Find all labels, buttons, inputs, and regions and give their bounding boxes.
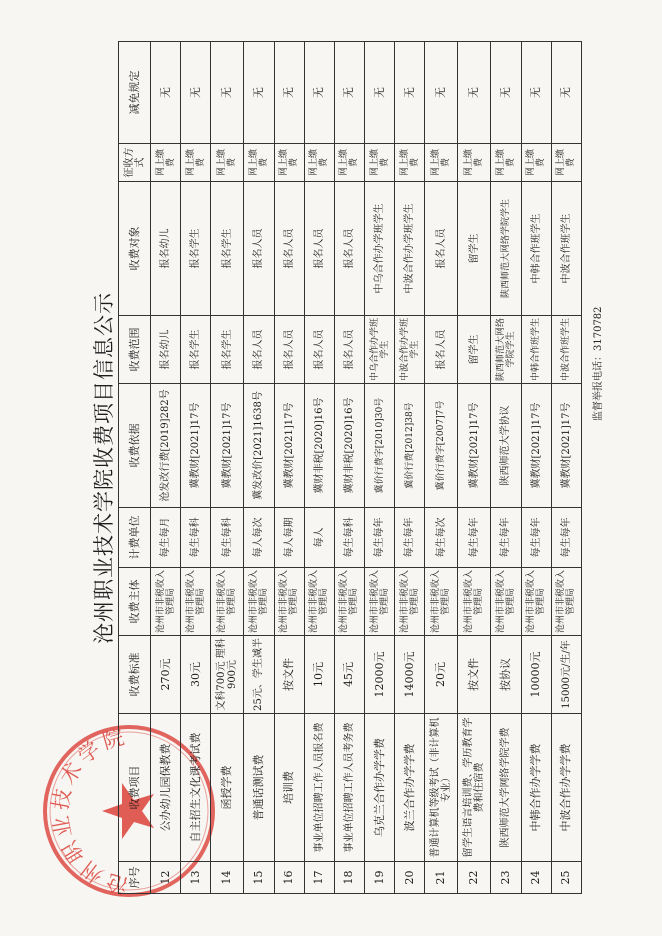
cell-target: 报名学生 <box>181 182 211 316</box>
table-row <box>244 42 274 894</box>
table-row <box>521 42 551 894</box>
cell-basis: 沧发改行费[2019]282号 <box>151 384 181 508</box>
table-row <box>491 42 521 894</box>
table-row <box>181 42 211 894</box>
cell-method: 网上缴费 <box>304 144 334 182</box>
cell-item: 事业单位招聘工作人员考务费 <box>334 714 364 862</box>
cell-target: 报名人员 <box>304 182 334 316</box>
cell-scope: 中乌合作办学班学生 <box>364 316 394 384</box>
cell-item: 陕西师范大学网络学院学费 <box>491 714 521 862</box>
cell-method: 网上缴费 <box>521 144 551 182</box>
cell-reduction: 无 <box>334 42 364 144</box>
cell-scope: 报名人员 <box>304 316 334 384</box>
cell-basis: 冀财非税[2020]16号 <box>304 384 334 508</box>
cell-item: 波兰合作办学学费 <box>395 714 425 862</box>
fee-table <box>118 41 582 894</box>
cell-basis: 冀价行费字[2007]7号 <box>425 384 458 508</box>
cell-method: 网上缴费 <box>211 144 244 182</box>
cell-method: 网上缴费 <box>425 144 458 182</box>
table-row <box>274 42 304 894</box>
cell-target: 报名人员 <box>425 182 458 316</box>
cell-subject: 沧州市非税收入管理局 <box>521 568 551 636</box>
svg-text:沧州职业技术学院: 沧州职业技术学院 <box>48 723 131 899</box>
cell-method: 网上缴费 <box>274 144 304 182</box>
cell-standard: 文科700元 理科900元 <box>211 636 244 714</box>
header-item: 收费项目 <box>119 714 151 862</box>
cell-item: 事业单位招聘工作人员报名费 <box>304 714 334 862</box>
cell-target: 报名学生 <box>211 182 244 316</box>
table-row <box>151 42 181 894</box>
cell-target: 报名人员 <box>334 182 364 316</box>
cell-item: 乌克兰合作办学学费 <box>364 714 394 862</box>
cell-no: 12 <box>151 862 181 894</box>
cell-reduction: 无 <box>274 42 304 144</box>
cell-no: 24 <box>521 862 551 894</box>
cell-unit: 每人每期 <box>274 508 304 568</box>
cell-subject: 沧州市非税收入管理局 <box>491 568 521 636</box>
header-standard: 收费标准 <box>119 636 151 714</box>
cell-item: 自主招生文化课考试费 <box>181 714 211 862</box>
cell-no: 19 <box>364 862 394 894</box>
cell-standard: 20元 <box>425 636 458 714</box>
cell-target: 中乌合作办学班学生 <box>364 182 394 316</box>
cell-target: 中韩合作班学生 <box>521 182 551 316</box>
cell-standard: 14000元 <box>395 636 425 714</box>
cell-method: 网上缴费 <box>458 144 491 182</box>
cell-item: 中波合作办学学费 <box>551 714 581 862</box>
cell-reduction: 无 <box>521 42 551 144</box>
cell-standard: 按文件 <box>274 636 304 714</box>
header-unit: 计费单位 <box>119 508 151 568</box>
cell-standard: 12000元 <box>364 636 394 714</box>
cell-scope: 报名人员 <box>334 316 364 384</box>
cell-unit: 每生每年 <box>521 508 551 568</box>
cell-standard: 按协议 <box>491 636 521 714</box>
cell-basis: 冀教财[2021]17号 <box>458 384 491 508</box>
cell-no: 17 <box>304 862 334 894</box>
cell-basis: 冀财非税[2020]16号 <box>334 384 364 508</box>
cell-unit: 每生每科 <box>181 508 211 568</box>
cell-reduction: 无 <box>244 42 274 144</box>
cell-subject: 沧州市非税收入管理局 <box>425 568 458 636</box>
cell-method: 网上缴费 <box>181 144 211 182</box>
cell-no: 13 <box>181 862 211 894</box>
supervision-hotline: 监督举报电话：3170782 <box>593 306 604 421</box>
cell-unit: 每生每科 <box>211 508 244 568</box>
cell-unit: 每生每年 <box>395 508 425 568</box>
cell-subject: 沧州市非税收入管理局 <box>395 568 425 636</box>
cell-reduction: 无 <box>181 42 211 144</box>
cell-item: 中韩合作办学学费 <box>521 714 551 862</box>
cell-subject: 沧州市非税收入管理局 <box>364 568 394 636</box>
cell-basis: 冀价行费[2012]38号 <box>395 384 425 508</box>
cell-unit: 每生每年 <box>458 508 491 568</box>
cell-scope: 报名人员 <box>425 316 458 384</box>
cell-no: 14 <box>211 862 244 894</box>
header-reduction: 减免规定 <box>119 42 151 144</box>
cell-standard: 10000元 <box>521 636 551 714</box>
cell-basis: 冀教财[2021]17号 <box>274 384 304 508</box>
cell-no: 21 <box>425 862 458 894</box>
cell-scope: 报名学生 <box>181 316 211 384</box>
table-row <box>304 42 334 894</box>
cell-target: 中波合作办学班学生 <box>395 182 425 316</box>
cell-reduction: 无 <box>211 42 244 144</box>
header-row <box>119 42 151 894</box>
cell-reduction: 无 <box>151 42 181 144</box>
cell-unit: 每生每年 <box>491 508 521 568</box>
cell-target: 报名人员 <box>274 182 304 316</box>
header-scope: 收费范围 <box>119 316 151 384</box>
cell-target: 中波合作班学生 <box>551 182 581 316</box>
cell-item: 公办幼儿园保教费 <box>151 714 181 862</box>
cell-basis: 陕西师范大学协议 <box>491 384 521 508</box>
cell-no: 18 <box>334 862 364 894</box>
cell-standard: 30元 <box>181 636 211 714</box>
cell-standard: 15000元/生/年 <box>551 636 581 714</box>
header-method: 征收方式 <box>119 144 151 182</box>
cell-method: 网上缴费 <box>364 144 394 182</box>
cell-subject: 沧州市非税收入管理局 <box>151 568 181 636</box>
page-title: 沧州职业技术学院收费项目信息公示 <box>92 292 116 644</box>
cell-item: 函授学费 <box>211 714 244 862</box>
cell-reduction: 无 <box>364 42 394 144</box>
table-row <box>334 42 364 894</box>
cell-unit: 每生每科 <box>334 508 364 568</box>
cell-subject: 沧州市非税收入管理局 <box>274 568 304 636</box>
cell-item: 留学生语言培训费、学历教育学费和住宿费 <box>458 714 491 862</box>
cell-standard: 按文件 <box>458 636 491 714</box>
cell-reduction: 无 <box>458 42 491 144</box>
cell-scope: 留学生 <box>458 316 491 384</box>
cell-method: 网上缴费 <box>151 144 181 182</box>
cell-item: 培训费 <box>274 714 304 862</box>
cell-standard: 25元、学生减半 <box>244 636 274 714</box>
cell-basis: 冀发改价[2021]1638号 <box>244 384 274 508</box>
cell-scope: 陕西师范大网络学院学生 <box>491 316 521 384</box>
cell-unit: 每人每次 <box>244 508 274 568</box>
cell-method: 网上缴费 <box>491 144 521 182</box>
cell-scope: 报名学生 <box>211 316 244 384</box>
cell-target: 报名幼儿 <box>151 182 181 316</box>
cell-subject: 沧州市非税收入管理局 <box>181 568 211 636</box>
cell-scope: 中波合作班学生 <box>551 316 581 384</box>
cell-standard: 10元 <box>304 636 334 714</box>
cell-reduction: 无 <box>425 42 458 144</box>
cell-unit: 每生每次 <box>425 508 458 568</box>
header-subject: 收费主体 <box>119 568 151 636</box>
cell-subject: 沧州市非税收入管理局 <box>551 568 581 636</box>
cell-no: 22 <box>458 862 491 894</box>
cell-target: 陕西师范大网络学院学生 <box>491 182 521 316</box>
header-basis: 收费依据 <box>119 384 151 508</box>
cell-unit: 每人 <box>304 508 334 568</box>
cell-method: 网上缴费 <box>395 144 425 182</box>
cell-item: 普通话测试费 <box>244 714 274 862</box>
cell-unit: 每生每月 <box>151 508 181 568</box>
cell-scope: 中波合作办学班学生 <box>395 316 425 384</box>
table-row <box>395 42 425 894</box>
cell-reduction: 无 <box>551 42 581 144</box>
cell-target: 报名人员 <box>244 182 274 316</box>
cell-no: 23 <box>491 862 521 894</box>
header-no: 序号 <box>119 862 151 894</box>
cell-basis: 冀教财[2021]17号 <box>181 384 211 508</box>
table-row <box>551 42 581 894</box>
cell-basis: 冀教财[2021]17号 <box>551 384 581 508</box>
cell-scope: 报名人员 <box>274 316 304 384</box>
cell-target: 留学生 <box>458 182 491 316</box>
table-row <box>211 42 244 894</box>
cell-basis: 冀价行费字[2010]30号 <box>364 384 394 508</box>
cell-reduction: 无 <box>395 42 425 144</box>
cell-basis: 冀教财[2021]17号 <box>521 384 551 508</box>
table-row <box>458 42 491 894</box>
cell-reduction: 无 <box>304 42 334 144</box>
cell-standard: 270元 <box>151 636 181 714</box>
cell-subject: 沧州市非税收入管理局 <box>211 568 244 636</box>
cell-subject: 沧州市非税收入管理局 <box>334 568 364 636</box>
cell-subject: 沧州市非税收入管理局 <box>244 568 274 636</box>
cell-scope: 报名人员 <box>244 316 274 384</box>
cell-standard: 45元 <box>334 636 364 714</box>
cell-scope: 中韩合作班学生 <box>521 316 551 384</box>
cell-no: 20 <box>395 862 425 894</box>
cell-basis: 冀教财[2021]17号 <box>211 384 244 508</box>
cell-no: 16 <box>274 862 304 894</box>
table-row <box>425 42 458 894</box>
table-row <box>364 42 394 894</box>
cell-reduction: 无 <box>491 42 521 144</box>
cell-subject: 沧州市非税收入管理局 <box>458 568 491 636</box>
header-target: 收费对象 <box>119 182 151 316</box>
cell-unit: 每生每年 <box>551 508 581 568</box>
cell-subject: 沧州市非税收入管理局 <box>304 568 334 636</box>
cell-no: 15 <box>244 862 274 894</box>
cell-method: 网上缴费 <box>551 144 581 182</box>
cell-method: 网上缴费 <box>334 144 364 182</box>
cell-item: 普通计算机等级考试（非计算机专业） <box>425 714 458 862</box>
cell-scope: 报名幼儿 <box>151 316 181 384</box>
cell-unit: 每生每年 <box>364 508 394 568</box>
cell-no: 25 <box>551 862 581 894</box>
cell-method: 网上缴费 <box>244 144 274 182</box>
